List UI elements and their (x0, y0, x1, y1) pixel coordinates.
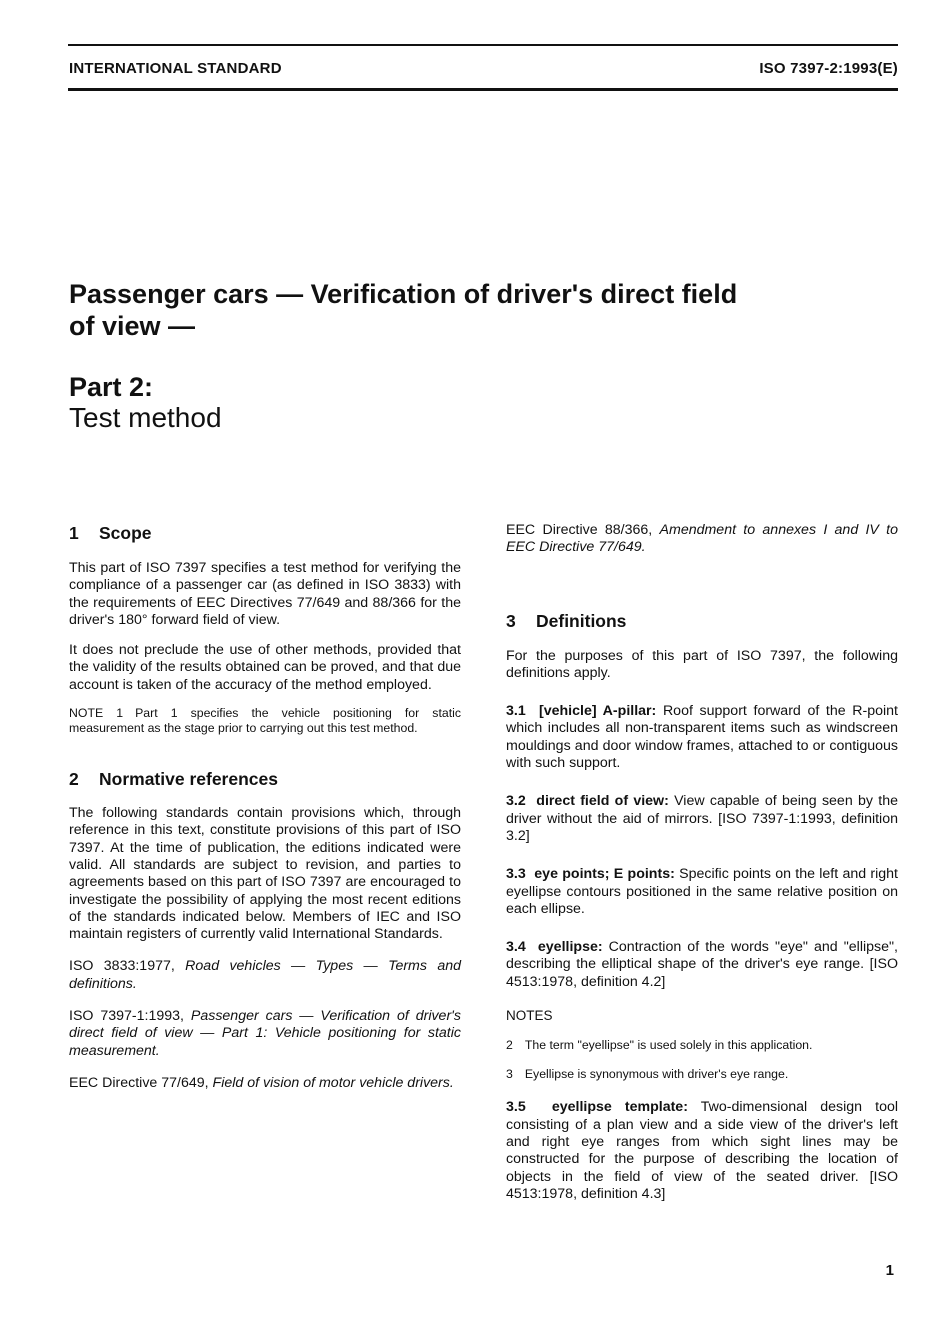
scope-note (69, 706, 461, 736)
header-standard-code: ISO 7397-2:1993(E) (759, 60, 898, 77)
definition-term: [vehicle] A-pillar: (539, 703, 657, 720)
definition-number: 3.1 (506, 703, 526, 720)
definition-text: Specific points on the left and right eyellipse contours positioned in the same relative position on each ellipse. (506, 866, 898, 917)
reference-title: Passenger cars — Verification of driver's direct field of view — Part 1: Vehicle positioning for static measurement. (69, 1008, 461, 1059)
scope-number: 1 (69, 523, 79, 543)
reference-code: EEC Directive 88/366, (506, 522, 653, 538)
document-title (69, 278, 869, 342)
scope-paragraph-1: This part of ISO 7397 specifies a test method for verifying the compliance of a passenger car (as defined in ISO 3833) with the requirements of EEC Directives 77/649 and 88/366 for the driver's 180° forward field of view. (69, 560, 461, 628)
reference-code: ISO 7397-1:1993, (69, 1008, 184, 1025)
scope-paragraph-2: It does not preclude the use of other methods, provided that the validity of the results obtained can be proved, and that due account is taken of the accuracy of the method employed. (69, 642, 461, 693)
normative-paragraph: The following standards contain provisions which, through reference in this text, constitute provisions of this part of ISO 7397. At the time of publication, the editions indicated were valid. All standards are subject to revision, and parties to agreements based on this part of ISO 7397 are encouraged to investigate the possibility of applying the most recent editions of the standards indicated below. Members of IEC and ISO maintain registers of currently valid International Standards. (69, 805, 461, 943)
note-text: Eyellipse is synonymous with driver's eye range. (524, 1067, 789, 1082)
header-standard-type: INTERNATIONAL STANDARD (69, 60, 282, 77)
reference-title: Field of vision of motor vehicle drivers. (212, 1074, 454, 1091)
definition-number: 3.4 (506, 939, 526, 956)
scope-note-text: Part 1 specifies the vehicle positioning for static measurement as the stage prior to carrying out this test method. (69, 706, 461, 736)
part-label: Part 2: (69, 372, 154, 402)
scope-note-label: NOTE 1 (69, 706, 124, 721)
definition-item (506, 703, 898, 772)
right-column (506, 522, 898, 1203)
left-column (69, 522, 461, 1092)
reference-item (506, 522, 898, 557)
definition-text: Contraction of the words "eye" and "ellipse", describing the elliptical shape of the driver's eye range. [ISO 4513:1978, definition 4.2] (506, 939, 898, 990)
scope-heading-text: Scope (99, 523, 152, 543)
definition-text: View capable of being seen by the driver without the aid of mirrors. [ISO 7397-1:1993, definition 3.2] (506, 793, 898, 844)
definition-item (506, 939, 898, 991)
definition-item (506, 793, 898, 845)
title-line-2: of view — (69, 311, 196, 341)
definition-number: 3.3 (506, 866, 526, 883)
header-top-rule (68, 44, 898, 46)
definition-item (506, 866, 898, 918)
reference-code: EEC Directive 77/649, (69, 1074, 209, 1091)
reference-code: ISO 3833:1977, (69, 958, 175, 975)
note-number: 2 (506, 1038, 513, 1053)
definitions-intro: For the purposes of this part of ISO 7397, the following definitions apply. (506, 647, 898, 681)
definition-number: 3.5 (506, 1099, 526, 1116)
definition-text: Roof support forward of the R-point which includes all non-transparent items such as windscreen mouldings and door window frames, attached to or contiguous with such support. (506, 703, 898, 772)
reference-item (69, 958, 461, 993)
note-number: 3 (506, 1067, 513, 1082)
definitions-heading (506, 610, 898, 632)
definition-term: eyellipse template: (551, 1099, 688, 1116)
definition-term: direct field of view: (536, 793, 669, 810)
definition-note (506, 1038, 898, 1053)
definition-term: eye points; E points: (534, 866, 675, 883)
normative-heading (69, 768, 461, 790)
normative-heading-text: Normative references (99, 769, 278, 790)
definition-note (506, 1067, 898, 1082)
title-line-1: Passenger cars — Verification of driver's direct field (69, 279, 738, 309)
normative-number: 2 (69, 769, 79, 790)
page-number: 1 (885, 1262, 894, 1279)
definition-text: Two-dimensional design tool consisting of a plan view and a side view of the driver's left and right eye ranges from which sight lines may be constructed for the purpose of describing the location of objects in the field of view of the seated driver. [ISO 4513:1978, definition 4.3] (506, 1099, 898, 1202)
header-bottom-rule (68, 88, 898, 91)
reference-item (69, 1008, 461, 1060)
reference-item (69, 1075, 461, 1092)
definitions-heading-text: Definitions (536, 610, 627, 631)
note-text: The term "eyellipse" is used solely in this application. (524, 1038, 813, 1053)
reference-title: Road vehicles — Types — Terms and definitions. (69, 958, 461, 992)
part-title: Test method (69, 402, 222, 433)
scope-heading (69, 522, 461, 544)
definitions-number: 3 (506, 610, 516, 631)
notes-heading: NOTES (506, 1008, 553, 1024)
definition-term: eyellipse: (537, 939, 603, 956)
definition-number: 3.2 (506, 793, 526, 810)
definition-item (506, 1099, 898, 1203)
reference-title: Amendment to annexes I and IV to EEC Directive 77/649. (506, 522, 898, 556)
